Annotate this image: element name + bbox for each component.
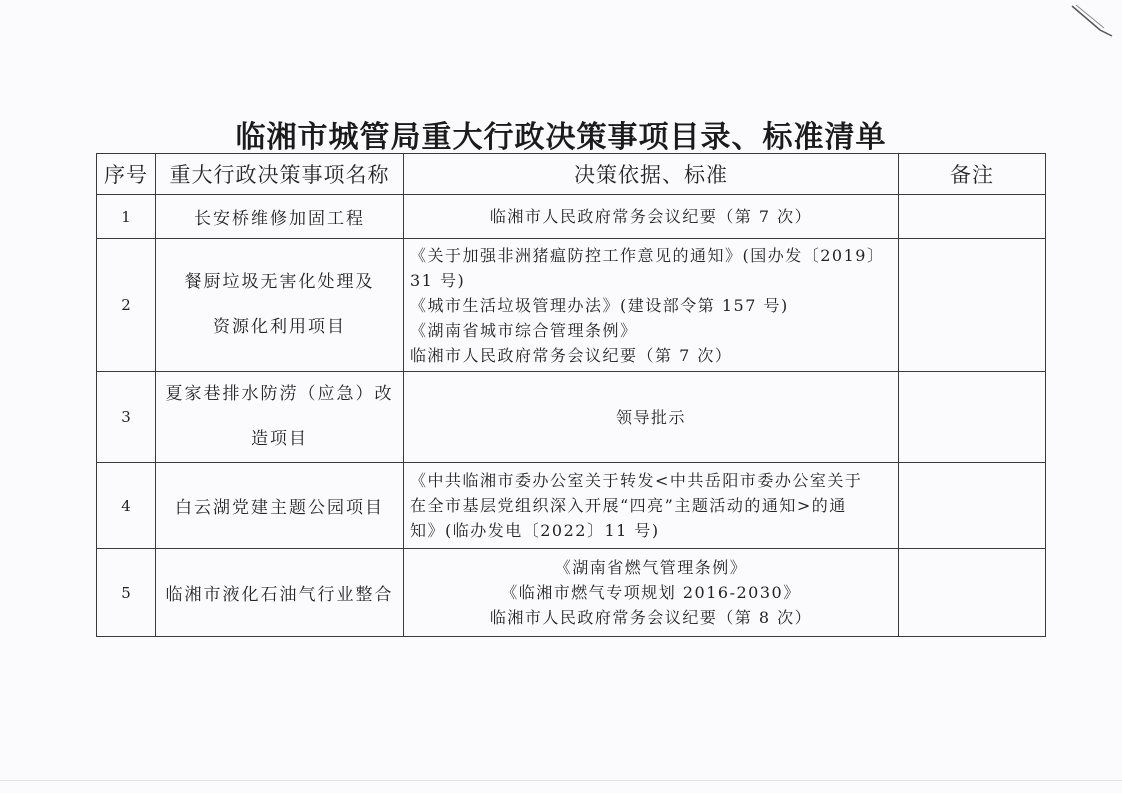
basis-line: 《关于加强非洲猪瘟防控工作意见的通知》(国办发〔2019〕	[410, 245, 885, 265]
header-no: 序号	[97, 154, 156, 195]
row-note	[899, 195, 1046, 239]
basis-line: 领导批示	[615, 407, 686, 427]
row-name	[156, 239, 404, 372]
row-basis	[404, 463, 899, 549]
basis-line: 在全市基层党组织深入开展“四亮”主题活动的通知>的通	[410, 496, 847, 515]
row-note	[899, 372, 1046, 463]
row-name-line: 资源化利用项目	[213, 317, 346, 337]
row-name-line: 造项目	[251, 429, 308, 449]
scan-corner-mark	[1070, 4, 1114, 38]
table-row	[97, 239, 1046, 372]
row-name	[156, 463, 404, 549]
basis-line: 临湘市人民政府常务会议纪要（第 7 次）	[489, 207, 813, 226]
row-no: 2	[97, 239, 156, 372]
basis-line: 《中共临湘市委办公室关于转发<中共岳阳市委办公室关于	[410, 471, 863, 490]
table-row	[97, 463, 1046, 549]
header-name: 重大行政决策事项名称	[156, 154, 404, 195]
row-name	[156, 195, 404, 239]
row-no: 4	[97, 463, 156, 549]
row-basis	[404, 372, 899, 463]
basis-line: 知》(临办发电〔2022〕11 号)	[410, 521, 660, 540]
row-note	[899, 239, 1046, 372]
row-basis	[404, 239, 899, 372]
basis-line: 《湖南省城市综合管理条例》	[410, 320, 638, 340]
row-no: 1	[97, 195, 156, 239]
basis-line: 《城市生活垃圾管理办法》(建设部令第 157 号)	[410, 295, 789, 315]
row-name-line: 餐厨垃圾无害化处理及	[184, 272, 375, 292]
row-note	[899, 549, 1046, 637]
row-name	[156, 549, 404, 637]
basis-line: 临湘市人民政府常务会议纪要（第 7 次）	[410, 345, 733, 365]
row-no: 5	[97, 549, 156, 637]
row-basis	[404, 549, 899, 637]
document-title: 临湘市城管局重大行政决策事项目录、标准清单	[235, 120, 887, 155]
header-basis: 决策依据、标准	[404, 154, 899, 195]
row-note	[899, 463, 1046, 549]
row-name	[156, 372, 404, 463]
basis-line: 《湖南省燃气管理条例》	[554, 558, 748, 577]
row-name-line: 白云湖党建主题公园项目	[175, 498, 384, 518]
table-row	[97, 372, 1046, 463]
table-row	[97, 549, 1046, 637]
page-bottom-edge	[0, 780, 1122, 781]
row-name-line: 夏家巷排水防涝（应急）改	[165, 384, 394, 404]
decision-items-table	[96, 153, 1046, 637]
table-header-row	[97, 154, 1046, 195]
basis-line: 《临湘市燃气专项规划 2016-2030》	[501, 583, 801, 602]
row-name-line: 长安桥维修加固工程	[194, 209, 365, 229]
table-row	[97, 195, 1046, 239]
basis-line: 31 号)	[410, 270, 466, 290]
header-note: 备注	[899, 154, 1046, 195]
row-basis	[404, 195, 899, 239]
row-name-line: 临湘市液化石油气行业整合	[165, 585, 394, 605]
basis-line: 临湘市人民政府常务会议纪要（第 8 次）	[489, 608, 813, 627]
row-no: 3	[97, 372, 156, 463]
